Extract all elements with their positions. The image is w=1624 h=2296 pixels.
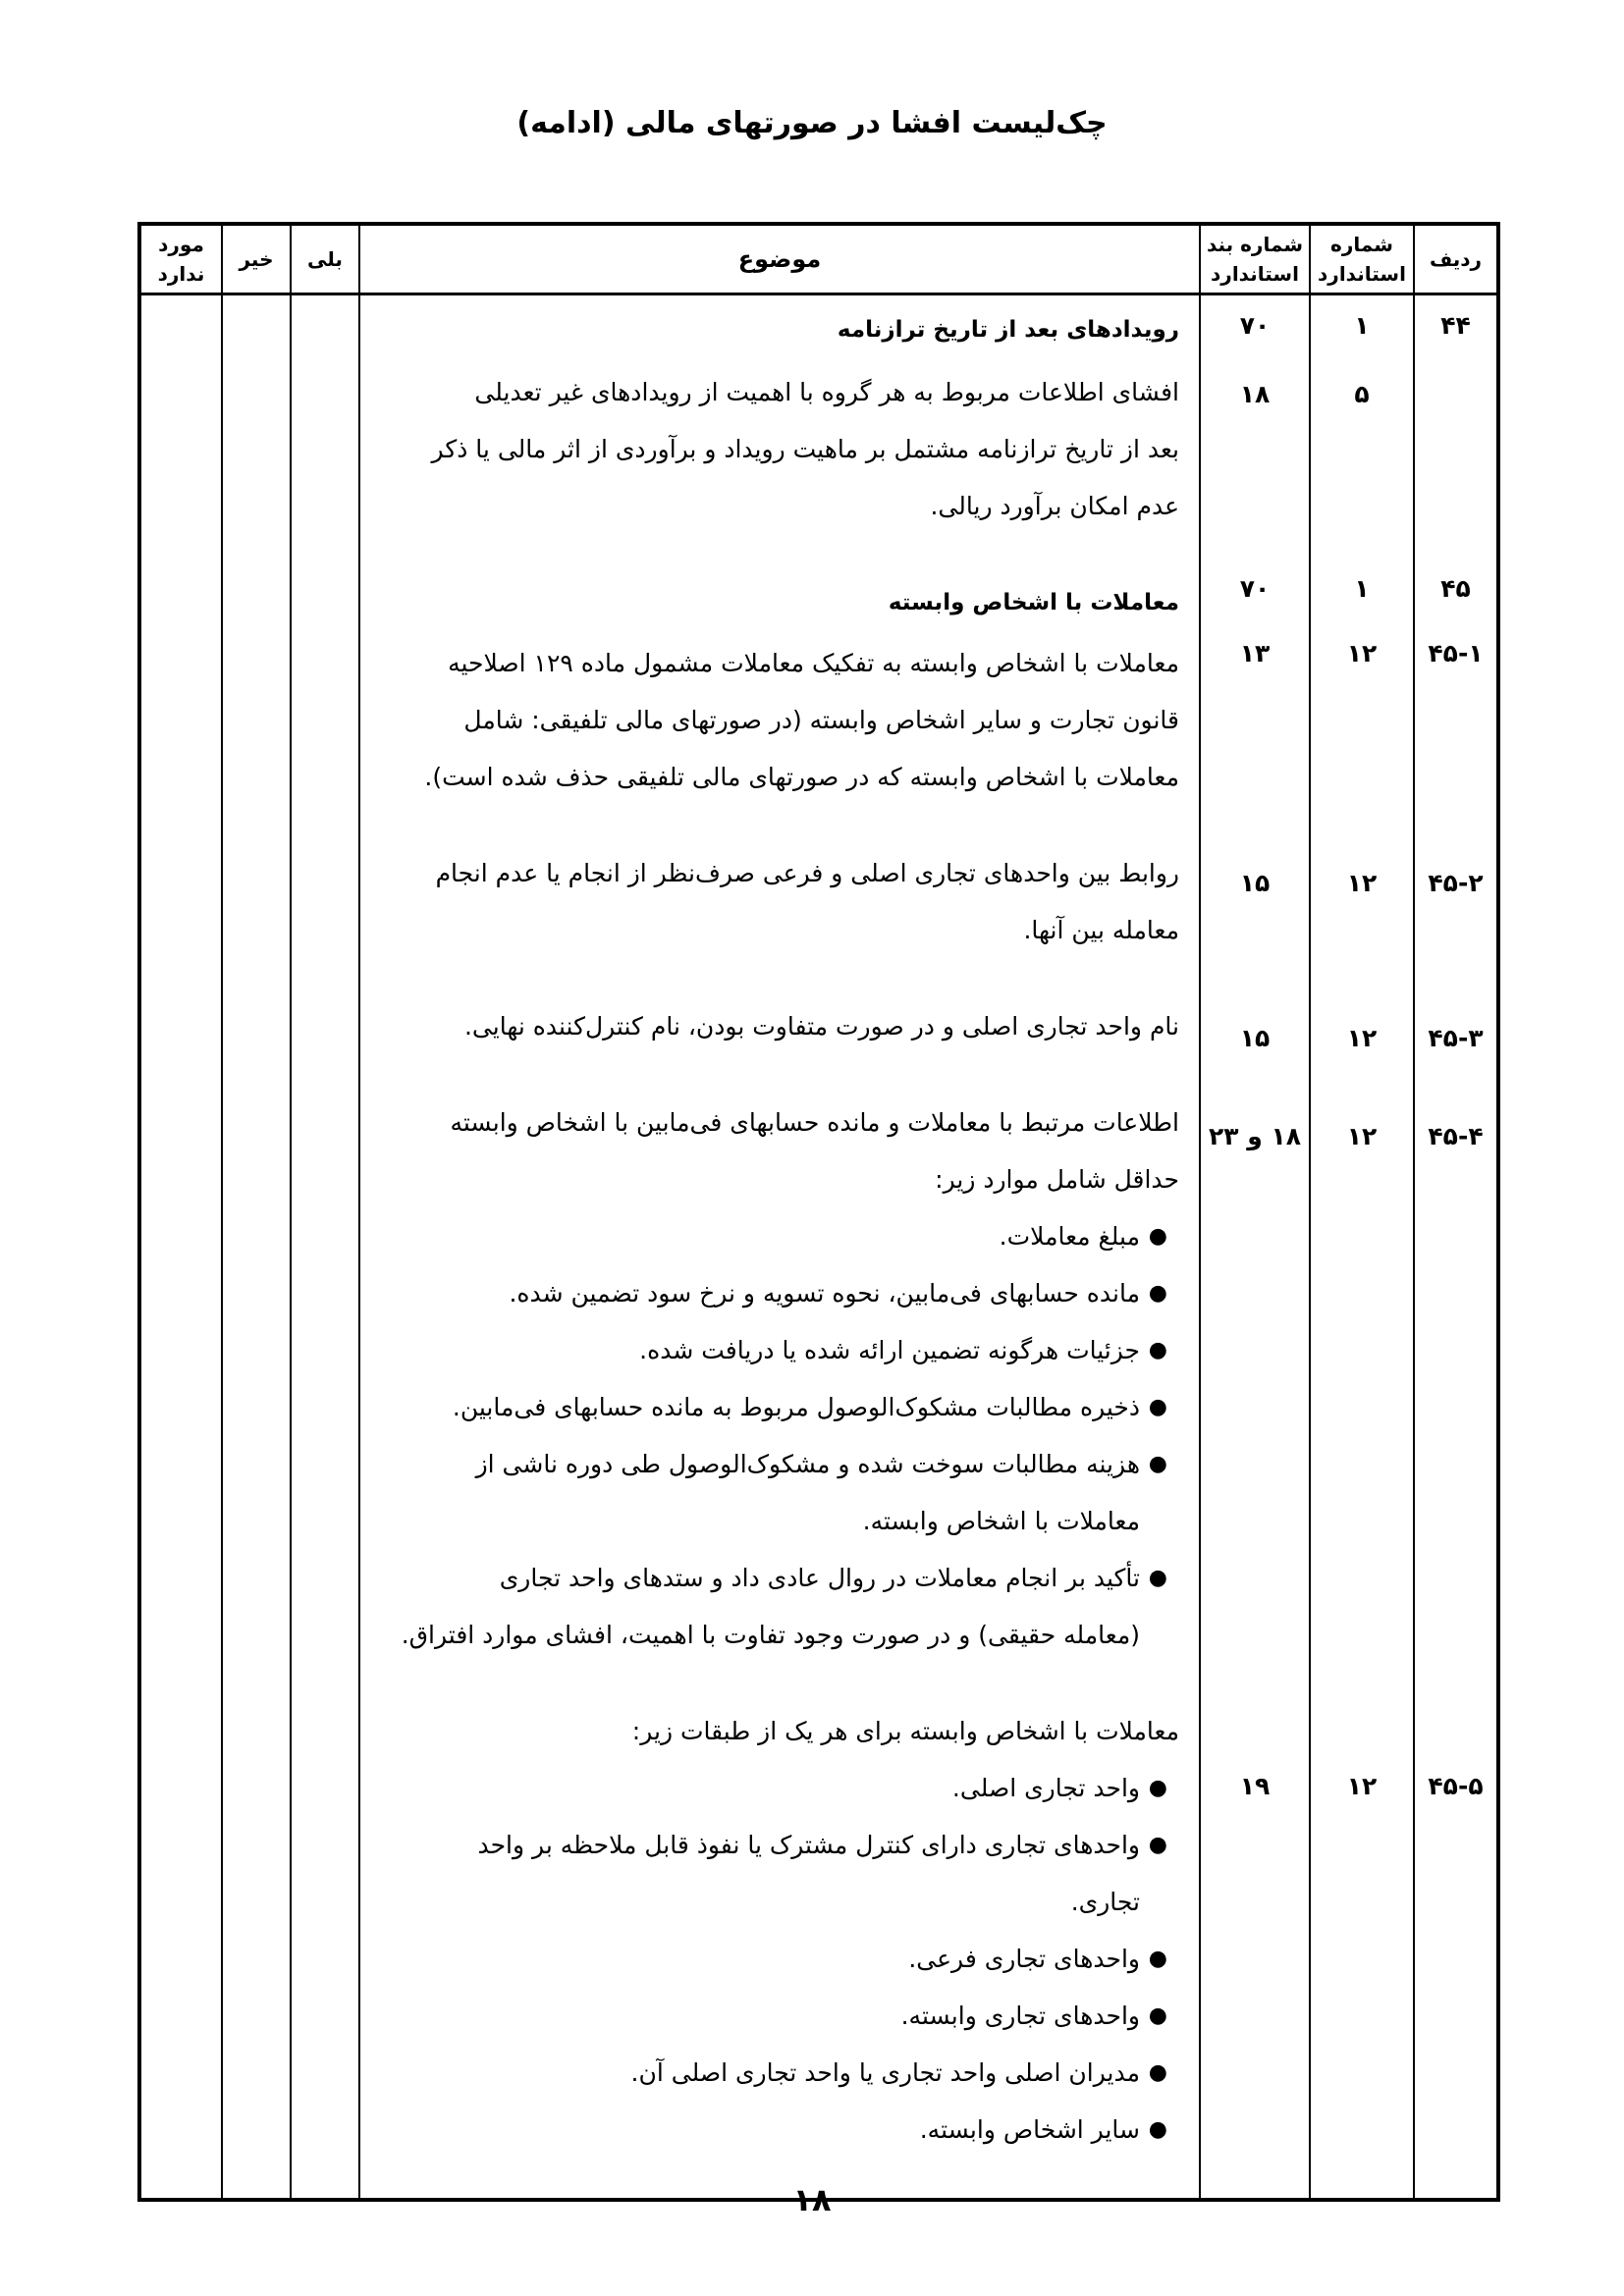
bullet-list <box>376 1760 1179 2159</box>
list-item: ● سایر اشخاص وابسته. <box>376 2102 1140 2159</box>
standard-number: ۱ <box>1354 574 1370 603</box>
section-heading-related-parties: معاملات با اشخاص وابسته <box>888 590 1179 615</box>
standard-number: ۱۲ <box>1346 639 1378 667</box>
list-item: ● جزئیات هرگونه تضمین ارائه شده یا دریافت شده. <box>376 1322 1140 1379</box>
page-number: ۱۸ <box>792 2181 832 2218</box>
bullet-list <box>376 1208 1179 1664</box>
item-related-party-transactions: معاملات با اشخاص وابسته به تفکیک معاملات مشمول ماده ۱۲۹ اصلاحیه قانون تجارت و سایر اشخاص وابسته (در صورتهای مالی تلفیقی: شامل معاملات با اشخاص وابسته که در صورتهای مالی تلفیقی حذف شده است). <box>424 649 1179 791</box>
standard-number: ۱۲ <box>1346 869 1378 897</box>
bullet-icon: ● <box>1148 1947 1167 1971</box>
header-standard-number: شماره استاندارد <box>1310 224 1414 294</box>
item-transactions-by-category: معاملات با اشخاص وابسته برای هر یک از طبقات زیر: ● واحد تجاری اصلی. ● واحدهای تجاری دارای کنترل مشترک یا نفوذ قابل ملاحظه بر واحد تجاری. ● واحدهای تجاری فرعی. ● واحدهای تجاری وابسته. ● مدیران اصلی واحد تجاری یا واحد تجاری اصلی آن. ● سایر اشخاص وابسته. <box>376 1703 1179 2159</box>
list-item: ● مدیران اصلی واحد تجاری یا واحد تجاری اصلی آن. <box>376 2045 1140 2102</box>
clause-number: ۱۵ <box>1239 1024 1271 1052</box>
standard-number: ۱۲ <box>1346 1772 1378 1800</box>
item-transactions-and-balances: اطلاعات مرتبط با معاملات و مانده حسابهای فی‌مابین با اشخاص وابسته حداقل شامل موارد زیر: ● مبلغ معاملات. ● مانده حسابهای فی‌مابین، نحوه تسویه و نرخ سود تضمین شده. ● جزئیات هرگونه تضمین ارائه شده یا دریافت شده. ● ذخیره مطالبات مشکوک‌الوصول مربوط به مانده حسابهای فی‌مابین. ● هزینه مطالبات سوخت شده و مشکوک‌الوصول طی دوره ناشی از معاملات با اشخاص وابسته. ● تأکید بر انجام معاملات در روال عادی داد و ستدهای واحد تجاری (معامله حقیقی) و در صورت وجود تفاوت با اهمیت، افشای موارد افتراق. <box>376 1095 1179 1664</box>
bullet-icon: ● <box>1148 1776 1167 1800</box>
header-clause-number: شماره بند استاندارد <box>1200 224 1310 294</box>
clause-number: ۱۵ <box>1239 869 1271 897</box>
list-item: ● واحدهای تجاری فرعی. <box>376 1931 1140 1988</box>
yes-checkbox-column[interactable] <box>291 294 359 2201</box>
clause-number: ۱۹ <box>1239 1772 1271 1800</box>
list-item: ● واحدهای تجاری وابسته. <box>376 1988 1140 2045</box>
bullet-icon: ● <box>1148 1395 1167 1419</box>
header-no: خیر <box>222 224 291 294</box>
list-item: ● واحدهای تجاری دارای کنترل مشترک یا نفوذ قابل ملاحظه بر واحد تجاری. <box>376 1817 1140 1931</box>
page-title: چک‌لیست افشا در صورتهای مالی (ادامه) <box>516 106 1108 140</box>
list-item: ● هزینه مطالبات سوخت شده و مشکوک‌الوصول طی دوره ناشی از معاملات با اشخاص وابسته. <box>376 1436 1140 1550</box>
bullet-icon: ● <box>1148 1224 1167 1249</box>
standard-number: ۱ <box>1354 311 1370 340</box>
bullet-icon: ● <box>1148 2003 1167 2028</box>
clause-number: ۱۸ <box>1239 380 1271 408</box>
list-item: ● مانده حسابهای فی‌مابین، نحوه تسویه و نرخ سود تضمین شده. <box>376 1265 1140 1322</box>
row-number-44: ۴۴ <box>1440 311 1471 340</box>
bullet-icon: ● <box>1148 1566 1167 1590</box>
row-number-45-2: ۴۵-۲ <box>1428 869 1484 897</box>
bullet-icon: ● <box>1148 2117 1167 2142</box>
list-item: ● تأکید بر انجام معاملات در روال عادی داد و ستدهای واحد تجاری (معامله حقیقی) و در صورت وجود تفاوت با اهمیت، افشای موارد افتراق. <box>376 1550 1140 1664</box>
item-ultimate-controller: نام واحد تجاری اصلی و در صورت متفاوت بودن، نام کنترل‌کننده نهایی. <box>463 1012 1179 1041</box>
row-number-45-5: ۴۵-۵ <box>1428 1772 1484 1800</box>
table-body-row <box>139 294 1498 2201</box>
disclosure-checklist-table <box>137 222 1500 2202</box>
row-number-column <box>1414 294 1498 2201</box>
bullet-icon: ● <box>1148 1833 1167 1857</box>
bullet-icon: ● <box>1148 1281 1167 1306</box>
list-item: ● ذخیره مطالبات مشکوک‌الوصول مربوط به مانده حسابهای فی‌مابین. <box>376 1379 1140 1436</box>
list-item: ● واحد تجاری اصلی. <box>376 1760 1140 1817</box>
item-parent-subsidiary-relations: روابط بین واحدهای تجاری اصلی و فرعی صرف‌نظر از انجام یا عدم انجام معامله بین آنها. <box>435 859 1179 944</box>
header-yes: بلی <box>291 224 359 294</box>
clause-number: ۱۸ و ۲۳ <box>1208 1122 1301 1150</box>
no-checkbox-column[interactable] <box>222 294 291 2201</box>
standard-number: ۱۲ <box>1346 1122 1378 1150</box>
item-non-adjusting-events: افشای اطلاعات مربوط به هر گروه با اهمیت از رویدادهای غیر تعدیلی بعد از تاریخ ترازنامه مشتمل بر ماهیت رویداد و برآوردی از اثر مالی یا ذکر عدم امکان برآورد ریالی. <box>431 378 1179 520</box>
row-number-44-5 <box>1415 356 1496 551</box>
header-row <box>139 224 1498 294</box>
clause-number: ۷۰ <box>1239 311 1271 340</box>
bullet-icon: ● <box>1148 1452 1167 1476</box>
not-applicable-checkbox-column[interactable] <box>139 294 222 2201</box>
topic-column <box>359 294 1200 2201</box>
standard-number-column <box>1310 294 1414 2201</box>
clause-number-column <box>1200 294 1310 2201</box>
bullet-icon: ● <box>1148 2060 1167 2085</box>
bullet-icon: ● <box>1148 1338 1167 1362</box>
row-number-45-3: ۴۵-۳ <box>1428 1024 1484 1052</box>
section-heading-subsequent-events: رویدادهای بعد از تاریخ ترازنامه <box>837 317 1179 343</box>
list-item: ● مبلغ معاملات. <box>376 1208 1140 1265</box>
header-not-applicable: مورد ندارد <box>139 224 222 294</box>
row-number-45-1: ۴۵-۱ <box>1428 639 1484 667</box>
standard-number: ۵ <box>1354 380 1370 408</box>
header-row-number: ردیف <box>1414 224 1498 294</box>
row-number-45: ۴۵ <box>1440 574 1471 603</box>
standard-number: ۱۲ <box>1346 1024 1378 1052</box>
clause-number: ۱۳ <box>1239 639 1271 667</box>
clause-number: ۷۰ <box>1239 574 1271 603</box>
row-number-45-4: ۴۵-۴ <box>1428 1122 1484 1150</box>
header-topic: موضوع <box>359 224 1200 294</box>
